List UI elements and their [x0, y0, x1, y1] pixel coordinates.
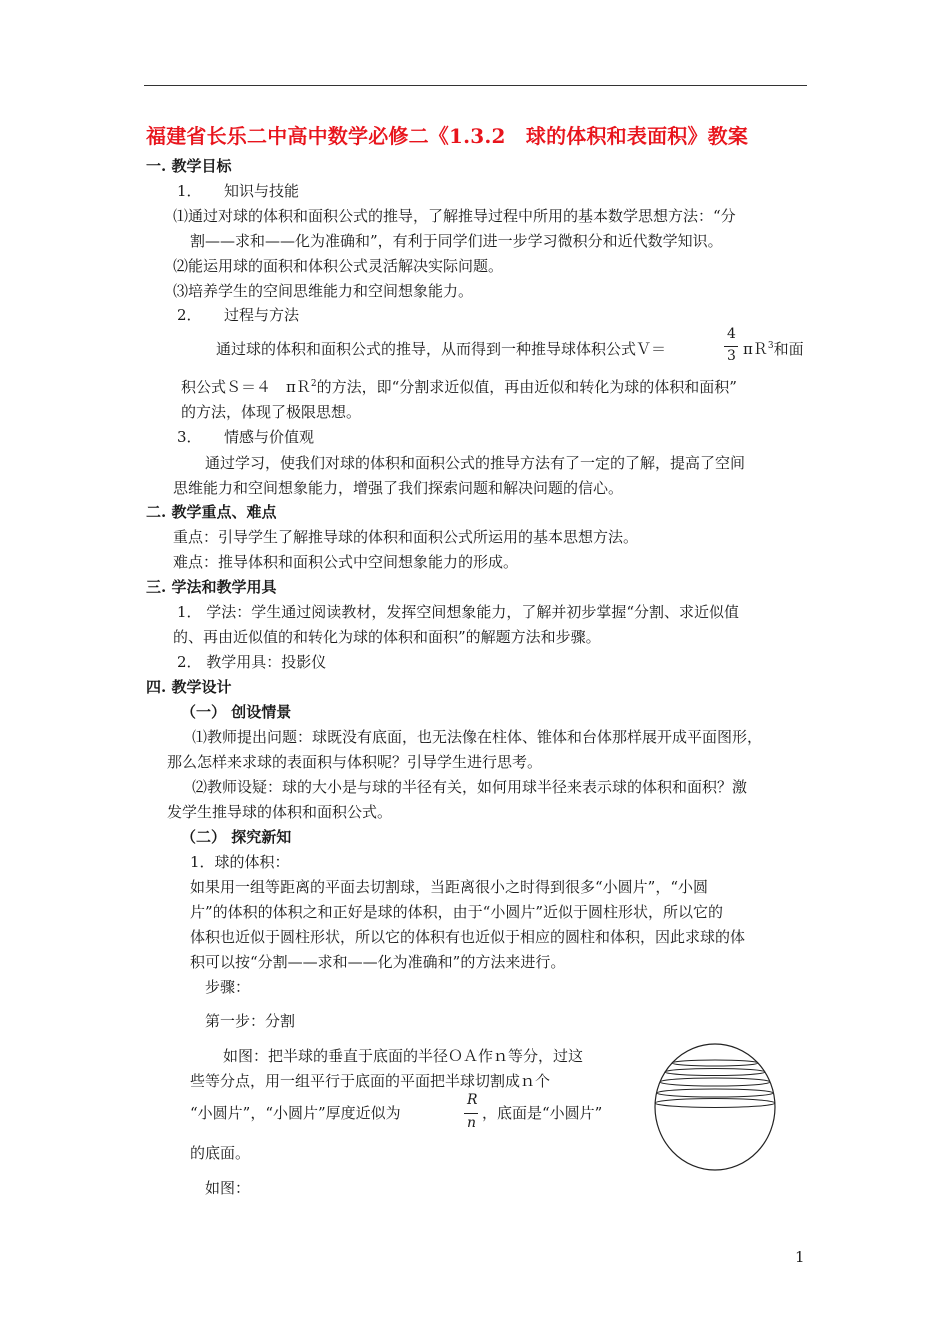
subsection-create-scenario: （一） 创设情景	[181, 703, 292, 721]
fraction-bar-rn	[464, 1113, 478, 1114]
fraction-bar	[724, 346, 738, 347]
section-2-heading: 二. 教学重点、难点	[146, 503, 277, 521]
method-line-2: 的、再由近似值的和转化为球的体积和面积”的解题方法和步骤。	[173, 628, 601, 646]
header-rule	[144, 85, 807, 86]
figure-label: 如图：	[205, 1179, 251, 1197]
formula-line-end: 和面	[773, 340, 804, 358]
fraction-denominator: 3	[727, 348, 736, 364]
formula-volume-tail	[743, 338, 804, 359]
emotion-line-2: 思维能力和空间想象能力，增强了我们探索问题和解决问题的信心。	[173, 479, 624, 497]
fraction-n: n	[467, 1115, 477, 1131]
slice-ring	[672, 1060, 758, 1066]
key-point: 重点：引导学生了解推导球的体积和面积公式所运用的基本思想方法。	[173, 528, 639, 546]
formula-area-line	[181, 376, 737, 397]
subsection-explore: （二） 探究新知	[181, 828, 292, 846]
item-process-methods: 2． 过程与方法	[177, 306, 300, 324]
para-1b: 割——求和——化为准确和”，有利于同学们进一步学习微积分和近代数学知识。	[190, 232, 723, 250]
division-line-2: 些等分点，用一组平行于底面的平面把半球切割成ｎ个	[190, 1072, 551, 1090]
section-3-heading: 三. 学法和教学用具	[146, 578, 277, 596]
section-4-heading: 四. 教学设计	[146, 678, 232, 696]
limit-thinking-line: 的方法，体现了极限思想。	[181, 403, 362, 421]
power-3: 3	[767, 341, 774, 351]
division-line-3-pre: “小圆片”，“小圆片”厚度近似为	[190, 1104, 401, 1122]
question-2a: ⑵教师设疑：球的大小是与球的半径有关，如何用球半径来表示球的体积和面积？激	[192, 778, 748, 796]
division-line-4: 的底面。	[190, 1144, 251, 1162]
slice-ring	[655, 1099, 775, 1108]
division-line-1: 如图：把半球的垂直于底面的半径ＯＡ作ｎ等分，过这	[223, 1047, 584, 1065]
fraction-r-over-n	[464, 1092, 478, 1136]
fraction-r: R	[467, 1092, 478, 1108]
section-1-heading: 一. 教学目标	[146, 157, 232, 175]
pi-r: πＲ	[743, 340, 768, 358]
question-2b: 发学生推导球的体积和面积公式。	[167, 803, 393, 821]
document-title: 福建省长乐二中高中数学必修二《1.3.2 球的体积和表面积》教案	[146, 124, 749, 148]
item-knowledge-skills: 1． 知识与技能	[177, 182, 300, 200]
power-2: 2	[310, 379, 317, 389]
item-emotion-values: 3． 情感与价值观	[177, 428, 315, 446]
emotion-line-1: 通过学习，使我们对球的体积和面积公式的推导方法有了一定的了解，提高了空间	[205, 454, 746, 472]
steps-label: 步骤：	[205, 978, 251, 996]
area-formula-rest: 的方法，即“分割求近似值，再由近似和转化为球的体积和面积”	[316, 378, 737, 396]
method-line-1: 1． 学法：学生通过阅读教材，发挥空间想象能力，了解并初步掌握“分割、求近似值	[177, 603, 739, 621]
area-formula: 积公式Ｓ＝４ πＲ	[181, 378, 311, 396]
sliced-sphere-diagram	[652, 1040, 778, 1174]
difficult-point: 难点：推导体积和面积公式中空间想象能力的形成。	[173, 553, 519, 571]
question-1b: 那么怎样来求球的表面积与体积呢？引导学生进行思考。	[167, 753, 543, 771]
slice-ring	[660, 1078, 770, 1086]
volume-para-1: 如果用一组等距离的平面去切割球，当距离很小之时得到很多“小圆片”，“小圆	[190, 878, 709, 896]
para-2: ⑵能运用球的面积和体积公式灵活解决实际问题。	[173, 257, 504, 275]
volume-para-3: 体积也近似于圆柱形状，所以它的体积有也近似于相应的圆柱和体积，因此求球的体	[190, 928, 746, 946]
sphere-volume-heading: 1．球的体积：	[190, 853, 290, 871]
question-1a: ⑴教师提出问题：球既没有底面，也无法像在柱体、锥体和台体那样展开成平面图形，	[192, 728, 763, 746]
volume-para-4: 积可以按“分割——求和——化为准确和”的方法来进行。	[190, 953, 566, 971]
volume-para-2: 片”的体积的体积之和正好是球的体积，由于“小圆片”近似于圆柱形状，所以它的	[190, 903, 724, 921]
para-3: ⑶培养学生的空间思维能力和空间想象能力。	[173, 282, 474, 300]
slice-ring	[665, 1069, 765, 1076]
fraction-four-thirds	[724, 326, 738, 368]
division-line-3-post: ，底面是“小圆片”	[482, 1104, 603, 1122]
slice-ring	[657, 1089, 773, 1097]
page-number: 1	[795, 1248, 805, 1266]
formula-line-pre: 通过球的体积和面积公式的推导，从而得到一种推导球体积公式Ｖ＝	[216, 340, 667, 358]
step-one-label: 第一步：分割	[205, 1012, 296, 1030]
para-1a: ⑴通过对球的体积和面积公式的推导，了解推导过程中所用的基本数学思想方法：“分	[173, 207, 736, 225]
teaching-tools: 2． 教学用具：投影仪	[177, 653, 327, 671]
fraction-numerator: 4	[727, 326, 736, 342]
